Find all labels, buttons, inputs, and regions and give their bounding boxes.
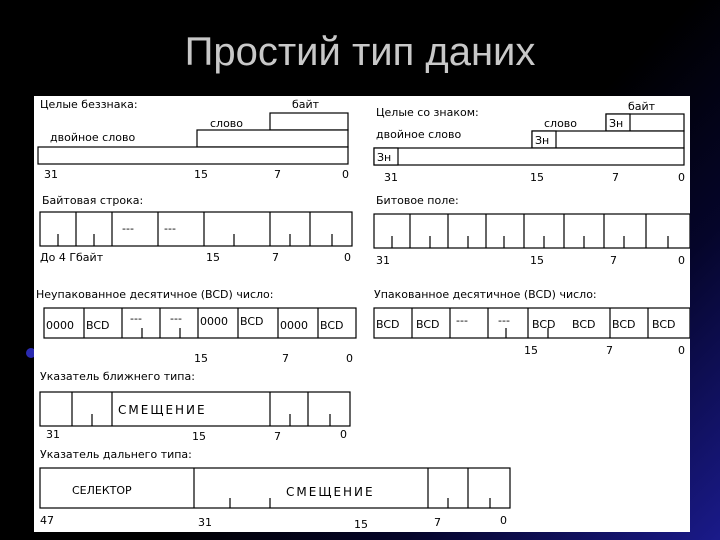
unsigned-bit-31: 31 [44,168,58,181]
signed-byte-label: байт [628,100,656,113]
signed-dword-label: двойное слово [376,128,462,141]
bitfield-label: Битовое поле: [376,194,459,207]
near-ptr-bit-7: 7 [274,430,281,443]
far-ptr-bit-31: 31 [198,516,212,529]
bcd-packed-bcd-2: BCD [416,318,440,331]
bitfield-bit-0: 0 [678,254,685,267]
near-ptr-offset: СМЕЩЕНИЕ [118,403,207,417]
bcd-unpacked-zeros-2: 0000 [200,315,228,328]
bcd-unpacked-bcd-1: BCD [86,319,110,332]
bcd-packed-bit-0: 0 [678,344,685,357]
unsigned-word-box [197,130,348,147]
far-ptr-bit-0: 0 [500,514,507,527]
bcd-unpacked-bit-15: 15 [194,352,208,365]
near-ptr-bit-15: 15 [192,430,206,443]
bcd-packed-bcd-1: BCD [376,318,400,331]
signed-word-label: слово [544,117,578,130]
bcd-unpacked-zeros-3: 0000 [280,319,308,332]
bytestring-bit-15: 15 [206,251,220,264]
far-ptr-bit-47: 47 [40,514,54,527]
signed-bit-7: 7 [612,171,619,184]
bcd-packed-dots-2: --- [498,314,510,327]
bcd-unpacked-label: Неупакованное десятичное (BCD) число: [36,288,274,301]
unsigned-dword-box [38,147,348,164]
unsigned-bit-15: 15 [194,168,208,181]
bcd-packed-bcd-5: BCD [612,318,636,331]
signed-dword-sign: Зн [377,151,392,164]
bcd-unpacked-bit-7: 7 [282,352,289,365]
bytestring-dots-2: --- [164,222,176,235]
signed-word-sign: Зн [535,134,550,147]
bitfield-bit-15: 15 [530,254,544,267]
bitfield-box [374,214,690,248]
bitfield-bit-7: 7 [610,254,617,267]
signed-byte-sign: Зн [609,117,624,130]
unsigned-byte-label: байт [292,98,320,111]
bcd-packed-bcd-3: BCD [532,318,556,331]
unsigned-bit-7: 7 [274,168,281,181]
bcd-packed-label: Упакованное десятичное (BCD) число: [374,288,597,301]
bcd-packed-bcd-6: BCD [652,318,676,331]
bcd-packed-bit-7: 7 [606,344,613,357]
bcd-unpacked-dots-2: --- [170,312,182,325]
far-ptr-bit-7: 7 [434,516,441,529]
bcd-packed-dots-1: --- [456,314,468,327]
near-ptr-bit-31: 31 [46,428,60,441]
bytestring-box [40,212,352,246]
near-ptr-bit-0: 0 [340,428,347,441]
bitfield-bit-31: 31 [376,254,390,267]
bytestring-dots-1: --- [122,222,134,235]
signed-bit-0: 0 [678,171,685,184]
far-ptr-offset: СМЕЩЕНИЕ [286,485,375,499]
bcd-unpacked-bcd-2: BCD [240,315,264,328]
bcd-unpacked-bit-0: 0 [346,352,353,365]
unsigned-dword-label: двойное слово [50,131,136,144]
diagram-canvas [34,96,690,532]
unsigned-label: Целые беззнака: [40,98,138,111]
bytestring-limit: До 4 Гбайт [40,251,104,264]
unsigned-word-label: слово [210,117,244,130]
signed-label: Целые со знаком: [376,106,479,119]
bcd-unpacked-bcd-3: BCD [320,319,344,332]
far-ptr-label: Указатель дальнего типа: [40,448,192,461]
slide-title: Простий тип даних [184,30,536,74]
bcd-unpacked-zeros-1: 0000 [46,319,74,332]
bcd-packed-bit-15: 15 [524,344,538,357]
data-types-diagram [34,96,690,532]
signed-bit-15: 15 [530,171,544,184]
near-ptr-label: Указатель ближнего типа: [40,370,195,383]
bytestring-bit-0: 0 [344,251,351,264]
far-ptr-selector: СЕЛЕКТОР [72,484,132,497]
bytestring-bit-7: 7 [272,251,279,264]
unsigned-byte-box [270,113,348,130]
bcd-unpacked-dots-1: --- [130,312,142,325]
bytestring-label: Байтовая строка: [42,194,144,207]
signed-bit-31: 31 [384,171,398,184]
signed-dword-box [374,148,684,165]
far-ptr-bit-15: 15 [354,518,368,531]
unsigned-bit-0: 0 [342,168,349,181]
bcd-packed-bcd-4: BCD [572,318,596,331]
